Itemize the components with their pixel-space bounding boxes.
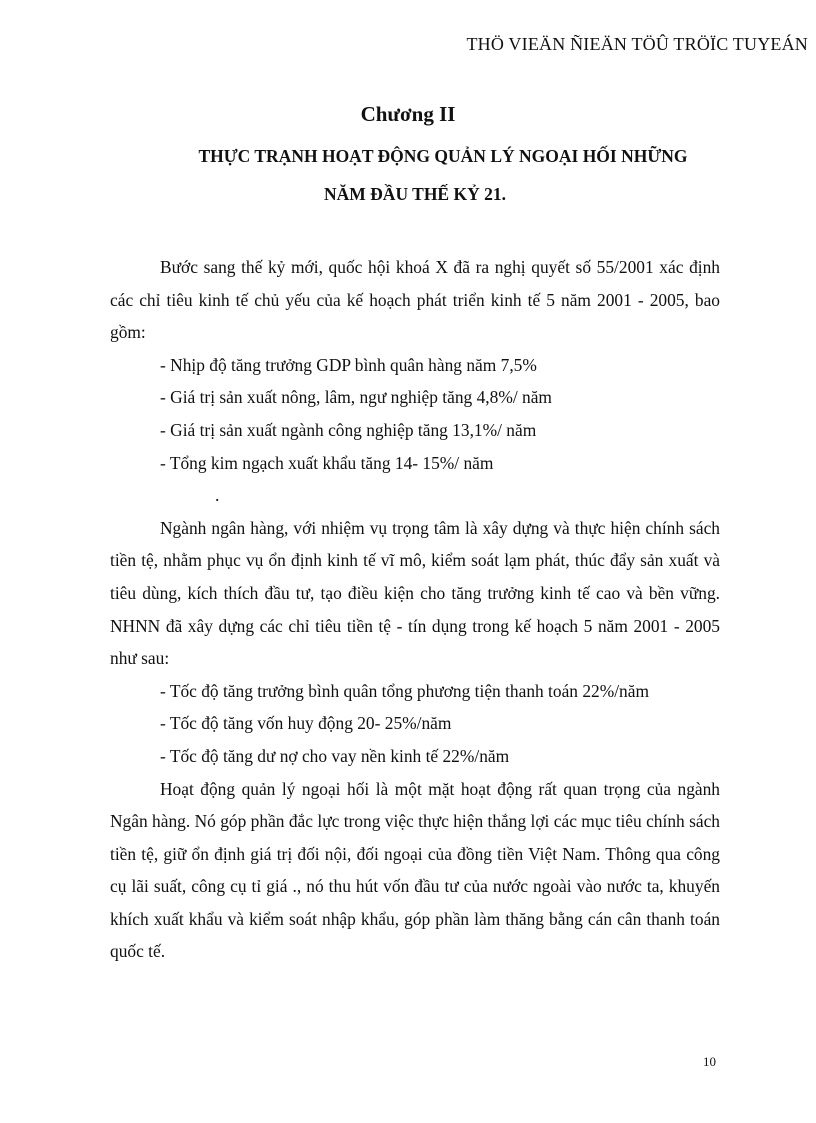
list-item-capital-mobilization-growth: - Tốc độ tăng vốn huy động 20- 25%/năm bbox=[160, 713, 452, 734]
list-item-export-turnover: - Tổng kim ngạch xuất khẩu tăng 14- 15%/ năm bbox=[160, 452, 494, 473]
chapter-title: Chương II bbox=[360, 102, 456, 126]
paragraph-national-assembly-resolution: Bước sang thế kỷ mới, quốc hội khoá X đã ra nghị quyết số 55/2001 xác định các chỉ tiêu kinh tế chủ yếu của kế hoạch phát triển kinh tế 5 năm 2001 - 2005, bao gồm: bbox=[110, 257, 720, 343]
list-item-payment-means-growth: - Tốc độ tăng trưởng bình quân tổng phương tiện thanh toán 22%/năm bbox=[160, 680, 650, 701]
paragraph-banking-sector: Ngành ngân hàng, với nhiệm vụ trọng tâm là xây dựng và thực hiện chính sách tiền tệ, nhằm phục vụ ổn định kinh tế vĩ mô, kiểm soát lạm phát, thúc đẩy sản xuất và tiêu dùng, kích thích đầu tư, tạo điều kiện cho tăng trưởng kinh tế cao và bền vững. NHNN đã xây dựng các chỉ tiêu tiền tệ - tín dụng trong kế hoạch 5 năm 2001 - 2005 như sau: bbox=[110, 517, 720, 669]
chapter-heading-line-2: NĂM ĐẦU THẾ KỶ 21. bbox=[324, 184, 506, 204]
list-item-lending-growth: - Tốc độ tăng dư nợ cho vay nền kinh tế 22%/năm bbox=[160, 745, 510, 766]
list-item-agriculture-output: - Giá trị sản xuất nông, lâm, ngư nghiệp tăng 4,8%/ năm bbox=[160, 387, 552, 408]
chapter-heading-line-1: THỰC TRẠNH HOẠT ĐỘNG QUẢN LÝ NGOẠI HỐI NHỮNG bbox=[198, 146, 688, 166]
stray-dot: . bbox=[215, 485, 220, 506]
list-item-gdp-growth: - Nhịp độ tăng trưởng GDP bình quân hàng năm 7,5% bbox=[160, 354, 537, 375]
list-item-industry-output: - Giá trị sản xuất ngành công nghiệp tăng 13,1%/ năm bbox=[160, 419, 537, 440]
paragraph-foreign-exchange-management: Hoạt động quản lý ngoại hối là một mặt hoạt động rất quan trọng của ngành Ngân hàng. Nó góp phần đắc lực trong việc thực hiện thắng lợi các mục tiêu chính sách tiền tệ, giữ ổn định giá trị đối nội, đối ngoại của đồng tiền Việt Nam. Thông qua công cụ lãi suất, công cụ tỉ giá ., nó thu hút vốn đầu tư của nước ngoài vào nước ta, khuyến khích xuất khẩu và kiểm soát nhập khẩu, góp phần làm thăng bằng cán cân thanh toán quốc tế. bbox=[110, 778, 720, 962]
library-header-watermark: THÖ VIEÄN ÑIEÄN TÖÛ TRÖÏC TUYEÁN bbox=[466, 34, 808, 54]
page-number: 10 bbox=[703, 1054, 716, 1069]
body-text bbox=[110, 251, 720, 968]
